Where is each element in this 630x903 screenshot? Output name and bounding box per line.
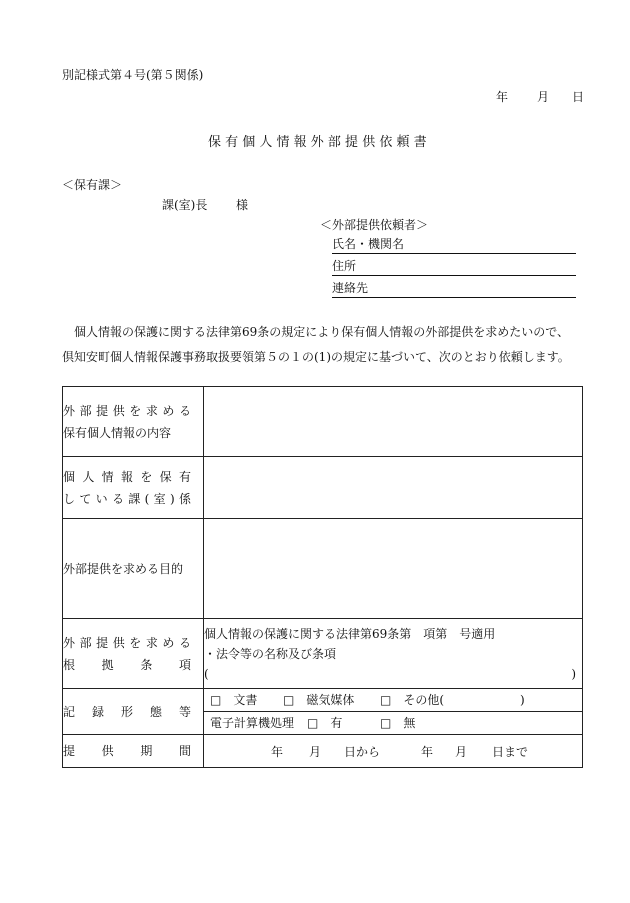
form-number: 別記様式第４号(第５関係) [62, 68, 204, 82]
requester-name-label: 氏名・機関名 [332, 237, 405, 251]
to-year: 年 [421, 745, 434, 759]
row-record-format-label-line: 記 録 形 態 等 [63, 704, 191, 719]
row-content-input[interactable] [204, 387, 583, 457]
row-period [63, 735, 583, 768]
row-content [63, 387, 583, 457]
row-holding-dept [63, 457, 583, 519]
from-month: 月 [309, 745, 322, 759]
date-year-label: 年 [496, 90, 509, 104]
row-content-label-line2: 保有個人情報の内容 [63, 425, 172, 440]
to-day: 日まで [492, 745, 529, 759]
row-content-label-line1: 外 部 提 供 を 求 め る [63, 403, 191, 418]
row-holding-dept-label-line2: し て い る 課 ( 室 ) 係 [63, 491, 191, 506]
period-dates [204, 735, 582, 767]
row-holding-dept-label [63, 457, 204, 519]
row-holding-dept-label-line1: 個 人 情 報 を 保 有 [63, 469, 191, 484]
request-form-table [62, 386, 583, 768]
media-options-line [204, 689, 582, 711]
row-purpose [63, 519, 583, 619]
row-legal-basis-label-line1: 外 部 提 供 を 求 め る [63, 635, 191, 650]
date-day-label: 日 [572, 90, 585, 104]
row-legal-basis [63, 619, 583, 689]
computer-processing-line [204, 711, 582, 734]
requester-address-field[interactable] [332, 258, 576, 276]
paren-open: ( [204, 666, 209, 681]
requester-label: ＜外部提供依頼者＞ [320, 218, 429, 232]
requester-contact-label: 連絡先 [332, 281, 369, 295]
from-year: 年 [271, 745, 284, 759]
paragraph-line-1: 個人情報の保護に関する法律第69条の規定により保有個人情報の外部提供を求めたいので、 [74, 325, 570, 339]
row-legal-basis-label-line2: 根 拠 条 項 [63, 657, 191, 672]
row-period-label [63, 735, 204, 768]
requester-contact-field[interactable] [332, 280, 576, 298]
chief-title: 課(室)長 [162, 198, 208, 212]
checkbox-computer-yes[interactable]: □ 有 [307, 716, 343, 730]
paragraph-line-2: 倶知安町個人情報保護事務取扱要領第５の１の(1)の規定に基づいて、次のとおり依頼します。 [62, 350, 570, 364]
checkbox-magnetic[interactable]: □ 磁気媒体 [283, 693, 355, 707]
requester-address-label: 住所 [332, 259, 357, 273]
date-month-label: 月 [537, 90, 550, 104]
honorific: 様 [236, 198, 249, 212]
legal-basis-paren-line [204, 664, 582, 684]
legal-basis-law-name-line: ・法令等の名称及び条項 [204, 646, 337, 661]
row-record-format-label [63, 689, 204, 735]
row-purpose-input[interactable] [204, 519, 583, 619]
from-day: 日から [344, 745, 381, 759]
paren-close: ) [571, 666, 576, 681]
request-paragraph [62, 320, 592, 370]
row-period-input[interactable] [204, 735, 583, 768]
to-month: 月 [455, 745, 468, 759]
row-purpose-label: 外部提供を求める目的 [63, 519, 204, 619]
legal-basis-article-line: 個人情報の保護に関する法律第69条第 項第 号適用 [204, 626, 496, 641]
row-legal-basis-label [63, 619, 204, 689]
checkbox-other[interactable]: □ その他( [380, 693, 445, 707]
row-legal-basis-input[interactable] [204, 619, 583, 689]
row-record-format-input [204, 689, 583, 735]
holding-dept-label: ＜保有課＞ [62, 178, 123, 192]
row-holding-dept-input[interactable] [204, 457, 583, 519]
computer-processing-label: 電子計算機処理 [210, 716, 295, 730]
row-content-label [63, 387, 204, 457]
row-period-label-line: 提 供 期 間 [63, 744, 191, 758]
row-record-format [63, 689, 583, 735]
document-title: 保 有 個 人 情 報 外 部 提 供 依 頼 書 [208, 135, 427, 150]
other-paren-close: ) [520, 693, 525, 707]
requester-name-field[interactable] [332, 236, 576, 254]
checkbox-document[interactable]: □ 文書 [210, 693, 258, 707]
checkbox-computer-no[interactable]: □ 無 [380, 716, 416, 730]
